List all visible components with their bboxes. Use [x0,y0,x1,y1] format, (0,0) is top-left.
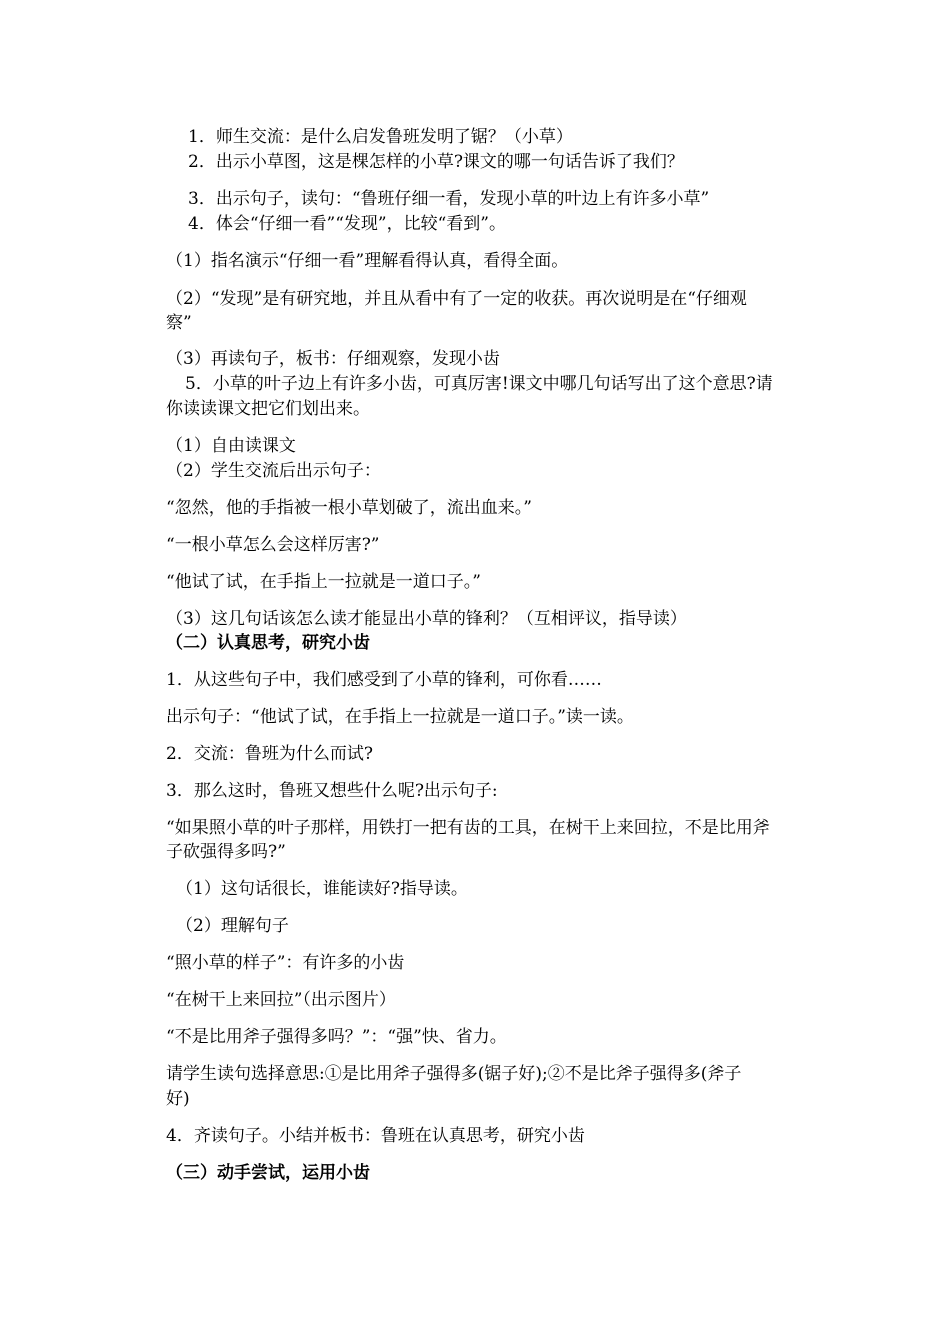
text-line: 子砍强得多吗?” [166,842,286,862]
section-heading: （二）认真思考，研究小齿 [166,633,370,653]
text-line: （1）这句话很长，谁能读好?指导读。 [176,879,468,899]
text-line: 你读读课文把它们划出来。 [166,399,370,419]
text-line: 好) [166,1089,190,1109]
text-line: 3．那么这时，鲁班又想些什么呢?出示句子: [166,781,498,801]
text-line: “如果照小草的叶子那样，用铁打一把有齿的工具，在树干上来回拉，不是比用斧 [166,818,770,838]
text-line: （3）这几句话该怎么读才能显出小草的锋利？（互相评议，指导读） [166,609,687,629]
text-line: 出示句子：“他试了试，在手指上一拉就是一道口子。”读一读。 [166,707,634,727]
text-line: （3）再读句子，板书：仔细观察，发现小齿 [166,349,500,369]
section-heading: （三）动手尝试，运用小齿 [166,1163,370,1183]
text-line: 2．交流：鲁班为什么而试? [166,744,373,764]
text-line: “照小草的样子”：有许多的小齿 [166,953,405,973]
text-line: “在树干上来回拉”（出示图片） [166,990,396,1010]
text-line: （2）“发现”是有研究地，并且从看中有了一定的收获。再次说明是在“仔细观 [166,289,747,309]
text-line: 4．齐读句子。小结并板书：鲁班在认真思考，研究小齿 [166,1126,585,1146]
text-line: “忽然，他的手指被一根小草划破了，流出血来。” [166,498,532,518]
text-line: 2．出示小草图，这是棵怎样的小草?课文的哪一句话告诉了我们？ [188,152,684,172]
text-line: “一根小草怎么会这样厉害?” [166,535,380,555]
text-line: （1）自由读课文 [166,436,296,456]
text-line: 1．师生交流：是什么启发鲁班发明了锯？（小草） [188,127,573,147]
text-line: （2）理解句子 [176,916,289,936]
text-line: 5．小草的叶子边上有许多小齿，可真厉害!课文中哪几句话写出了这个意思?请 [185,374,773,394]
text-line: 3．出示句子，读句：“鲁班仔细一看，发现小草的叶边上有许多小草” [188,189,710,209]
text-line: “不是比用斧子强得多吗？”：“强”快、省力。 [166,1027,507,1047]
text-line: 察” [166,313,192,333]
text-line: 1．从这些句子中，我们感受到了小草的锋利，可你看…… [166,670,602,690]
text-line: “他试了试，在手指上一拉就是一道口子。” [166,572,481,592]
text-line: （1）指名演示“仔细一看”理解看得认真，看得全面。 [166,251,569,271]
text-line: （2）学生交流后出示句子： [166,461,381,481]
text-line: 请学生读句选择意思:①是比用斧子强得多(锯子好);②不是比斧子强得多(斧子 [166,1064,742,1084]
text-line: 4．体会“仔细一看”“发现”，比较“看到”。 [188,214,506,234]
